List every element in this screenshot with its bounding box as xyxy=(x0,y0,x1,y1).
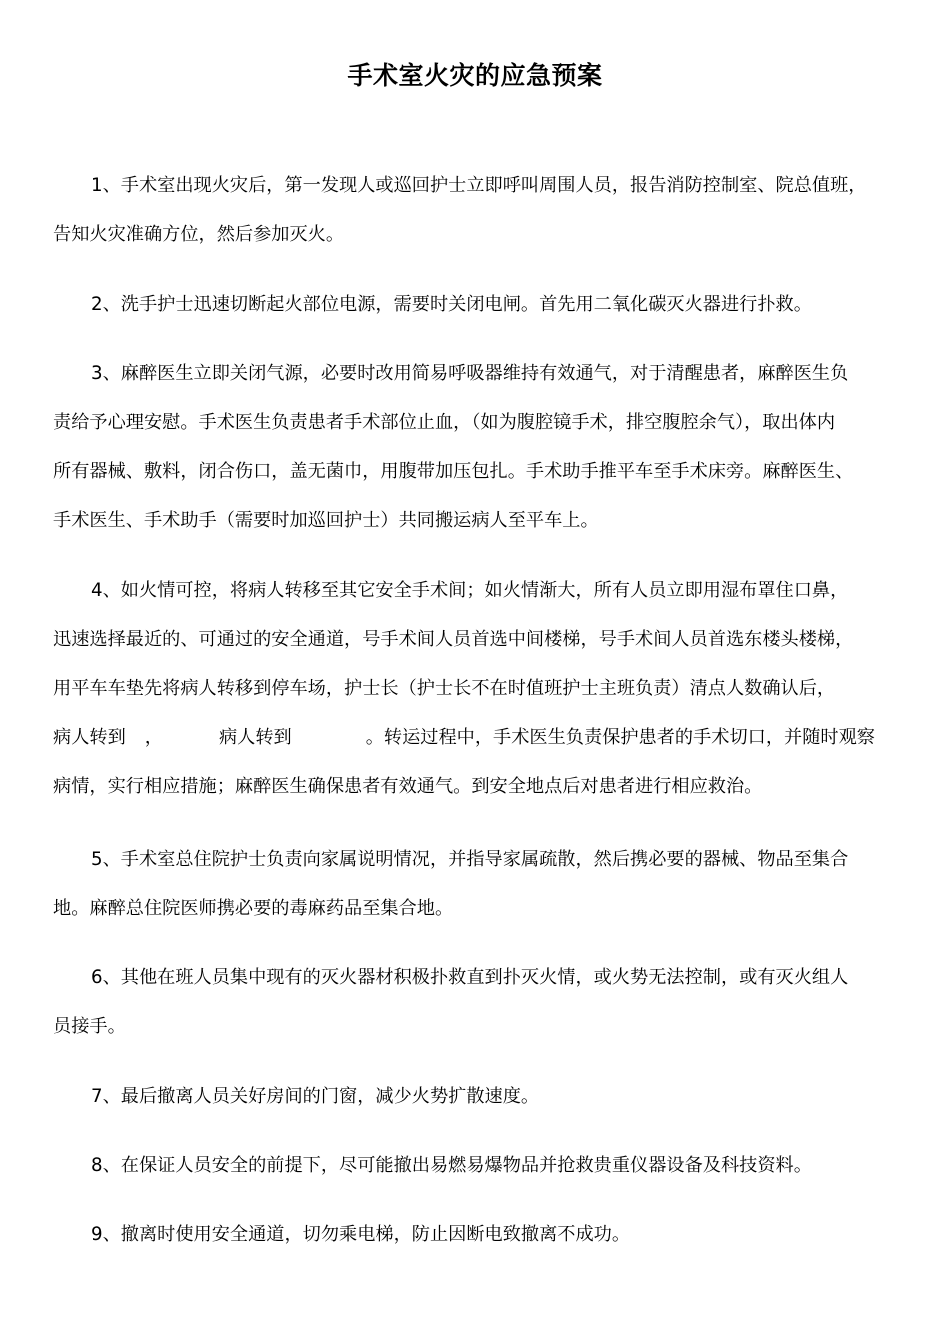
blank-segment-a: 病人转到 xyxy=(53,727,126,748)
paragraph-line: 迅速选择最近的、可通过的安全通道，号手术间人员首选中间楼梯，号手术间人员首选东楼头楼梯， xyxy=(53,629,854,650)
paragraph-4 xyxy=(53,566,903,811)
paragraph-9 xyxy=(53,1210,903,1259)
document-title: 手术室火灾的应急预案 xyxy=(347,61,603,90)
paragraph-line: 用平车车垫先将病人转移到停车场，护士长（护士长不在时值班护士主班负责）清点人数确认后， xyxy=(53,678,836,699)
blank-segment-b: ， xyxy=(144,727,163,748)
paragraph-line: 9、撤离时使用安全通道，切勿乘电梯，防止因断电致撤离不成功。 xyxy=(91,1224,631,1245)
paragraph-line-with-blanks xyxy=(53,713,903,762)
paragraph-line: 地。麻醉总住院医师携必要的毒麻药品至集合地。 xyxy=(53,898,454,919)
paragraph-line: 病情，实行相应措施；麻醉医生确保患者有效通气。到安全地点后对患者进行相应救治。 xyxy=(53,776,763,797)
paragraph-line: 7、最后撤离人员关好房间的门窗，减少火势扩散速度。 xyxy=(91,1086,540,1107)
paragraph-8 xyxy=(53,1141,903,1190)
paragraph-line: 3、麻醉医生立即关闭气源，必要时改用简易呼吸器维持有效通气，对于清醒患者，麻醉医生负 xyxy=(91,363,849,384)
paragraph-line: 所有器械、敷料，闭合伤口，盖无菌巾，用腹带加压包扎。手术助手推平车至手术床旁。麻醉医生、 xyxy=(53,461,854,482)
paragraph-7 xyxy=(53,1072,903,1121)
paragraph-line: 手术医生、手术助手（需要时加巡回护士）共同搬运病人至平车上。 xyxy=(53,510,599,531)
paragraph-1 xyxy=(53,161,903,259)
paragraph-5 xyxy=(53,835,903,933)
paragraph-line: 6、其他在班人员集中现有的灭火器材积极扑救直到扑灭火情，或火势无法控制，或有灭火组人 xyxy=(91,967,849,988)
paragraph-line: 告知火灾准确方位，然后参加灭火。 xyxy=(53,224,345,245)
paragraph-line: 4、如火情可控，将病人转移至其它安全手术间；如火情渐大，所有人员立即用湿布罩住口鼻， xyxy=(91,580,849,601)
paragraph-line: 1、手术室出现火灾后，第一发现人或巡回护士立即呼叫周围人员，报告消防控制室、院总值班， xyxy=(91,175,867,196)
paragraph-line: 责给予心理安慰。手术医生负责患者手术部位止血，（如为腹腔镜手术，排空腹腔余气），取出体内 xyxy=(53,412,836,433)
blank-segment-c: 病人转到 xyxy=(218,727,292,748)
paragraph-3 xyxy=(53,349,903,545)
paragraph-line: 2、洗手护士迅速切断起火部位电源，需要时关闭电闸。首先用二氧化碳灭火器进行扑救。 xyxy=(91,294,812,315)
paragraph-2 xyxy=(53,280,903,329)
blank-segment-d: 。转运过程中，手术医生负责保护患者的手术切口，并随时观察 xyxy=(365,727,875,748)
paragraph-6 xyxy=(53,953,903,1051)
paragraph-line: 8、在保证人员安全的前提下，尽可能撤出易燃易爆物品并抢救贵重仪器设备及科技资料。 xyxy=(91,1155,812,1176)
paragraph-line: 5、手术室总住院护士负责向家属说明情况，并指导家属疏散，然后携必要的器械、物品至集合 xyxy=(91,849,849,870)
paragraph-line: 员接手。 xyxy=(53,1016,126,1037)
